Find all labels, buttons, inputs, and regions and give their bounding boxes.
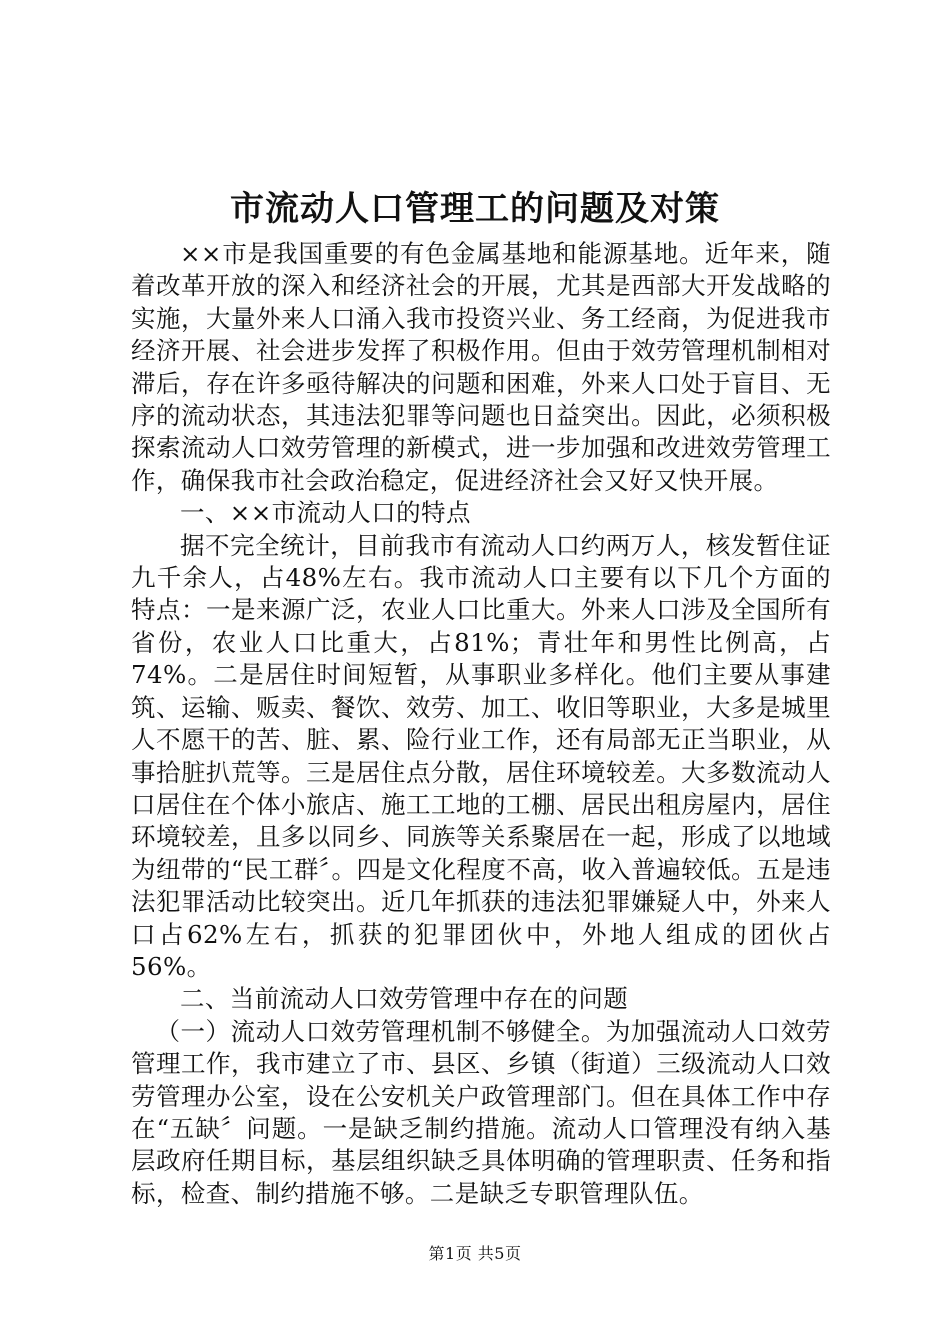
page-footer: 第1页 共5页 bbox=[428, 1244, 522, 1263]
characteristics-paragraph: 据不完全统计，目前我市有流动人口约两万人，核发暂住证九千余人，占48%左右。我市流动人口主要有以下几个方面的特点：一是来源广泛，农业人口比重大。外来人口涉及全国所有省份，农业人口比重大，占81%；青壮年和男性比例高，占74%。二是居住时间短暂，从事职业多样化。他们主要从事建筑、运输、贩卖、餐饮、效劳、加工、收旧等职业，大多是城里人不愿干的苦、脏、累、险行业工作，还有局部无正当职业，从事拾脏扒荒等。三是居住点分散，居住环境较差。大多数流动人口居住在个体小旅店、施工工地的工棚、居民出租房屋内，居住环境较差，且多以同乡、同族等关系聚居在一起，形成了以地域为纽带的“民工群〞。四是文化程度不高，收入普遍较低。五是违法犯罪活动比较突出。近几年抓获的违法犯罪嫌疑人中，外来人口占62%左右，抓获的犯罪团伙中，外地人组成的团伙占56%。 bbox=[131, 530, 831, 981]
section-heading-1: 一、××市流动人口的特点 bbox=[180, 498, 471, 528]
document-body bbox=[131, 238, 831, 1210]
intro-paragraph: ××市是我国重要的有色金属基地和能源基地。近年来，随着改革开放的深入和经济社会的开展，尤其是西部大开发战略的实施，大量外来人口涌入我市投资兴业、务工经商，为促进我市经济开展、社会进步发挥了积极作用。但由于效劳管理机制相对滞后，存在许多亟待解决的问题和困难，外来人口处于盲目、无序的流动状态，其违法犯罪等问题也日益突出。因此，必须积极探索流动人口效劳管理的新模式，进一步加强和改进效劳管理工作，确保我市社会政治稳定，促进经济社会又好又快开展。 bbox=[131, 239, 831, 495]
problems-paragraph: （一）流动人口效劳管理机制不够健全。为加强流动人口效劳管理工作，我市建立了市、县区、乡镇（街道）三级流动人口效劳管理办公室，设在公安机关户政管理部门。但在具体工作中存在“五缺〞问题。一是缺乏制约措施。流动人口管理没有纳入基层政府任期目标，基层组织缺乏具体明确的管理职责、任务和指标，检查、制约措施不够。二是缺乏专职管理队伍。 bbox=[131, 1016, 831, 1208]
section-heading-2: 二、当前流动人口效劳管理中存在的问题 bbox=[180, 984, 629, 1014]
document-title: 市流动人口管理工的问题及对策 bbox=[230, 189, 720, 229]
